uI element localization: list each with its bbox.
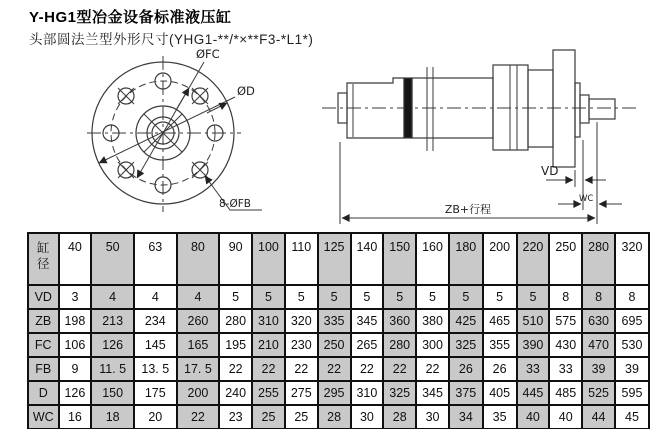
column-header: 50 [91, 233, 134, 285]
table-cell: 5 [383, 285, 416, 309]
table-cell: 198 [59, 309, 92, 333]
table-cell: 30 [416, 405, 449, 429]
wc-dimension-label: WC [579, 194, 594, 204]
table-cell: 126 [91, 333, 134, 357]
table-cell: 30 [351, 405, 384, 429]
table-cell: 5 [219, 285, 252, 309]
table-cell: 300 [416, 333, 449, 357]
table-cell: 45 [615, 405, 649, 429]
bore-header-label: 缸径 [28, 233, 59, 285]
table-cell: 28 [383, 405, 416, 429]
table-cell: 250 [318, 333, 351, 357]
table-cell: 470 [582, 333, 615, 357]
table-cell: 16 [59, 405, 92, 429]
column-header: 160 [416, 233, 449, 285]
column-header: 40 [59, 233, 92, 285]
table-cell: 390 [517, 333, 550, 357]
table-cell: 5 [285, 285, 318, 309]
table-cell: 35 [483, 405, 517, 429]
o-ring-band [404, 78, 412, 138]
table-cell: 255 [252, 381, 285, 405]
column-header: 80 [177, 233, 220, 285]
table-cell: 595 [615, 381, 649, 405]
table-cell: 430 [549, 333, 582, 357]
column-header: 180 [449, 233, 483, 285]
fc-dimension-label: ØFC [196, 47, 220, 61]
column-header: 220 [517, 233, 550, 285]
table-cell: 4 [91, 285, 134, 309]
table-cell: 575 [549, 309, 582, 333]
table-cell: 360 [383, 309, 416, 333]
table-cell: 335 [318, 309, 351, 333]
table-cell: 175 [134, 381, 177, 405]
column-header: 320 [615, 233, 649, 285]
table-cell: 355 [483, 333, 517, 357]
table-cell: 3 [59, 285, 92, 309]
table-cell: 280 [219, 309, 252, 333]
table-cell: 8 [582, 285, 615, 309]
vd-dimension-label: VD [541, 164, 559, 178]
row-label: WC [28, 405, 59, 429]
table-cell: 22 [285, 357, 318, 381]
table-cell: 106 [59, 333, 92, 357]
spec-table [27, 232, 650, 429]
table-cell: 20 [134, 405, 177, 429]
column-header: 200 [483, 233, 517, 285]
table-cell: 630 [582, 309, 615, 333]
table-cell: 230 [285, 333, 318, 357]
table-cell: 5 [483, 285, 517, 309]
table-cell: 26 [449, 357, 483, 381]
table-cell: 25 [285, 405, 318, 429]
table-cell: 9 [59, 357, 92, 381]
table-cell: 26 [483, 357, 517, 381]
table-cell: 5 [449, 285, 483, 309]
column-header: 280 [582, 233, 615, 285]
d-dimension-label: ØD [237, 84, 255, 98]
table-cell: 695 [615, 309, 649, 333]
row-label: D [28, 381, 59, 405]
table-cell: 150 [91, 381, 134, 405]
table-cell: 325 [449, 333, 483, 357]
table-cell: 145 [134, 333, 177, 357]
column-header: 63 [134, 233, 177, 285]
table-cell: 39 [582, 357, 615, 381]
column-header: 140 [351, 233, 384, 285]
page-title: Y-HG1型冶金设备标准液压缸 [29, 9, 232, 26]
table-cell: 8 [615, 285, 649, 309]
table-cell: 530 [615, 333, 649, 357]
table-cell: 345 [416, 381, 449, 405]
table-cell: 22 [219, 357, 252, 381]
piston-rod [589, 99, 615, 119]
table-cell: 5 [517, 285, 550, 309]
table-cell: 34 [449, 405, 483, 429]
table-cell: 165 [177, 333, 220, 357]
table-cell: 240 [219, 381, 252, 405]
table-cell: 210 [252, 333, 285, 357]
table-cell: 510 [517, 309, 550, 333]
table-cell: 425 [449, 309, 483, 333]
row-label: ZB [28, 309, 59, 333]
fb-leader-label: 8-ØFB [219, 198, 251, 210]
table-cell: 375 [449, 381, 483, 405]
table-cell: 265 [351, 333, 384, 357]
table-cell: 44 [582, 405, 615, 429]
table-cell: 8 [549, 285, 582, 309]
table-cell: 33 [517, 357, 550, 381]
flange-front-view [87, 56, 262, 212]
table-cell: 195 [219, 333, 252, 357]
table-cell: 345 [351, 309, 384, 333]
flange-plate [575, 83, 580, 137]
table-cell: 13. 5 [134, 357, 177, 381]
table-cell: 5 [416, 285, 449, 309]
row-label: FB [28, 357, 59, 381]
table-cell: 260 [177, 309, 220, 333]
table-cell: 22 [416, 357, 449, 381]
table-cell: 405 [483, 381, 517, 405]
row-label: VD [28, 285, 59, 309]
table-cell: 310 [351, 381, 384, 405]
column-header: 150 [383, 233, 416, 285]
table-cell: 234 [134, 309, 177, 333]
column-header: 110 [285, 233, 318, 285]
table-cell: 310 [252, 309, 285, 333]
table-cell: 39 [615, 357, 649, 381]
rod-collar [580, 95, 589, 123]
table-cell: 33 [549, 357, 582, 381]
table-cell: 380 [416, 309, 449, 333]
table-cell: 465 [483, 309, 517, 333]
table-cell: 40 [549, 405, 582, 429]
table-cell: 23 [219, 405, 252, 429]
table-cell: 40 [517, 405, 550, 429]
table-cell: 22 [318, 357, 351, 381]
table-cell: 22 [177, 405, 220, 429]
table-cell: 18 [91, 405, 134, 429]
table-cell: 5 [318, 285, 351, 309]
column-header: 90 [219, 233, 252, 285]
table-cell: 5 [252, 285, 285, 309]
table-cell: 200 [177, 381, 220, 405]
column-header: 100 [252, 233, 285, 285]
table-cell: 295 [318, 381, 351, 405]
column-header: 125 [318, 233, 351, 285]
table-cell: 5 [351, 285, 384, 309]
table-cell: 525 [582, 381, 615, 405]
table-cell: 320 [285, 309, 318, 333]
table-cell: 22 [252, 357, 285, 381]
column-header: 250 [549, 233, 582, 285]
table-cell: 213 [91, 309, 134, 333]
table-cell: 445 [517, 381, 550, 405]
table-cell: 25 [252, 405, 285, 429]
page-subtitle: 头部圆法兰型外形尺寸(YHG1-**/*×**F3-*L1*) [29, 32, 314, 47]
table-cell: 11. 5 [91, 357, 134, 381]
table-cell: 485 [549, 381, 582, 405]
table-cell: 126 [59, 381, 92, 405]
table-cell: 325 [383, 381, 416, 405]
row-label: FC [28, 333, 59, 357]
table-cell: 17. 5 [177, 357, 220, 381]
table-cell: 22 [383, 357, 416, 381]
zb-dimension-label: ZB+行程 [444, 203, 492, 216]
table-cell: 22 [351, 357, 384, 381]
table-cell: 280 [383, 333, 416, 357]
table-cell: 4 [134, 285, 177, 309]
table-cell: 275 [285, 381, 318, 405]
table-cell: 28 [318, 405, 351, 429]
table-cell: 4 [177, 285, 220, 309]
